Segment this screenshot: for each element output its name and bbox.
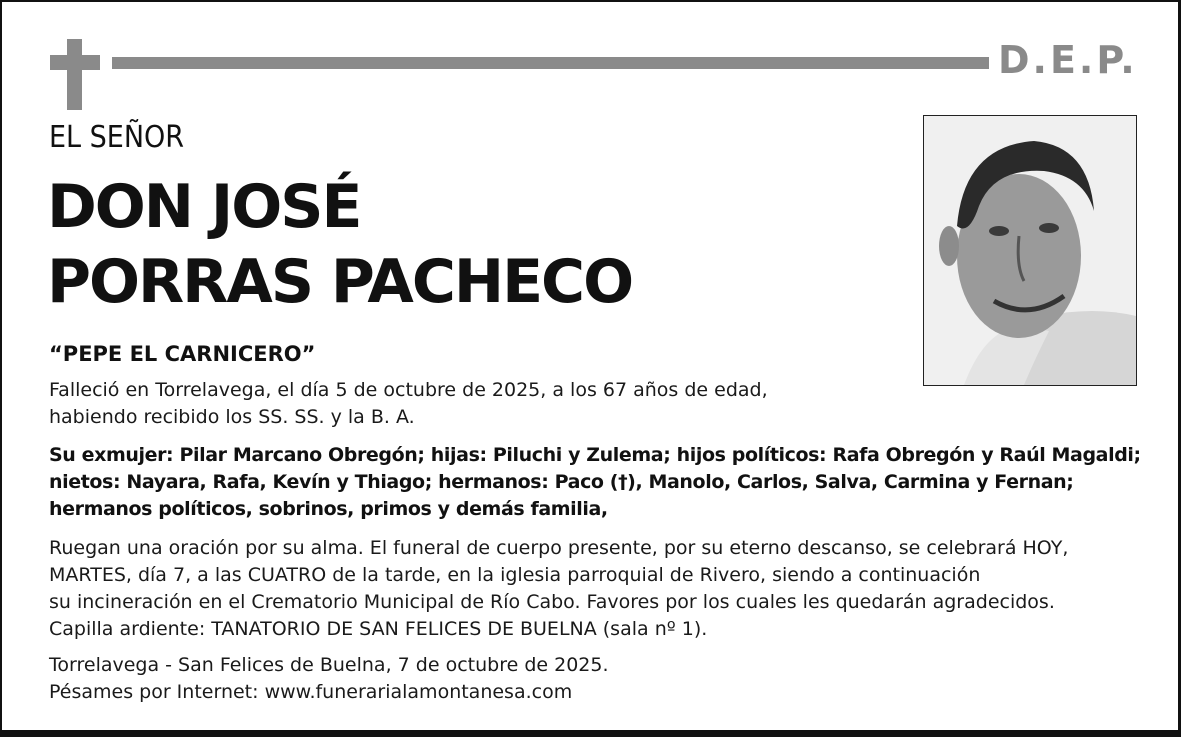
name-line-1: DON JOSÉ <box>47 172 361 242</box>
deceased-name <box>47 170 632 320</box>
service-line: Capilla ardiente: TANATORIO DE SAN FELICES DE BUELNA (sala nº 1). <box>49 618 708 640</box>
name-line-2: PORRAS PACHECO <box>47 247 633 317</box>
death-notice-line: Falleció en Torrelavega, el día 5 de octubre de 2025, a los 67 años de edad, <box>49 379 768 401</box>
family-line: Su exmujer: Pilar Marcano Obregón; hijas: Piluchi y Zulema; hijos políticos: Rafa Obregón y Raúl Magaldi; <box>49 444 1141 466</box>
dep-label: D.E.P. <box>998 38 1138 82</box>
footer <box>49 652 609 706</box>
service-line: MARTES, día 7, a las CUATRO de la tarde, en la iglesia parroquial de Rivero, siendo a continuación <box>49 564 981 586</box>
family-list <box>49 442 1141 523</box>
death-notice-line: habiendo recibido los SS. SS. y la B. A. <box>49 406 415 428</box>
nickname: “PEPE EL CARNICERO” <box>49 342 316 366</box>
header-rule <box>112 57 989 69</box>
place-date: Torrelavega - San Felices de Buelna, 7 de octubre de 2025. <box>49 654 609 676</box>
family-line: nietos: Nayara, Rafa, Kevín y Thiago; hermanos: Paco (†), Manolo, Carlos, Salva, Carmina y Fernan; <box>49 471 1074 493</box>
family-line: hermanos políticos, sobrinos, primos y demás familia, <box>49 498 608 520</box>
service-details <box>49 535 1068 643</box>
service-line: Ruegan una oración por su alma. El funeral de cuerpo presente, por su eterno descanso, se celebrará HOY, <box>49 537 1069 559</box>
online-condolences: Pésames por Internet: www.funerarialamontanesa.com <box>49 681 573 703</box>
portrait-photo <box>923 115 1137 386</box>
service-line: su incineración en el Crematorio Municipal de Río Cabo. Favores por los cuales les quedarán agradecidos. <box>49 591 1055 613</box>
cross-icon-bar <box>50 55 100 70</box>
cross-icon <box>67 39 82 110</box>
death-notice <box>49 377 768 431</box>
portrait-image <box>924 116 1136 385</box>
honorific: EL SEÑOR <box>49 120 185 155</box>
